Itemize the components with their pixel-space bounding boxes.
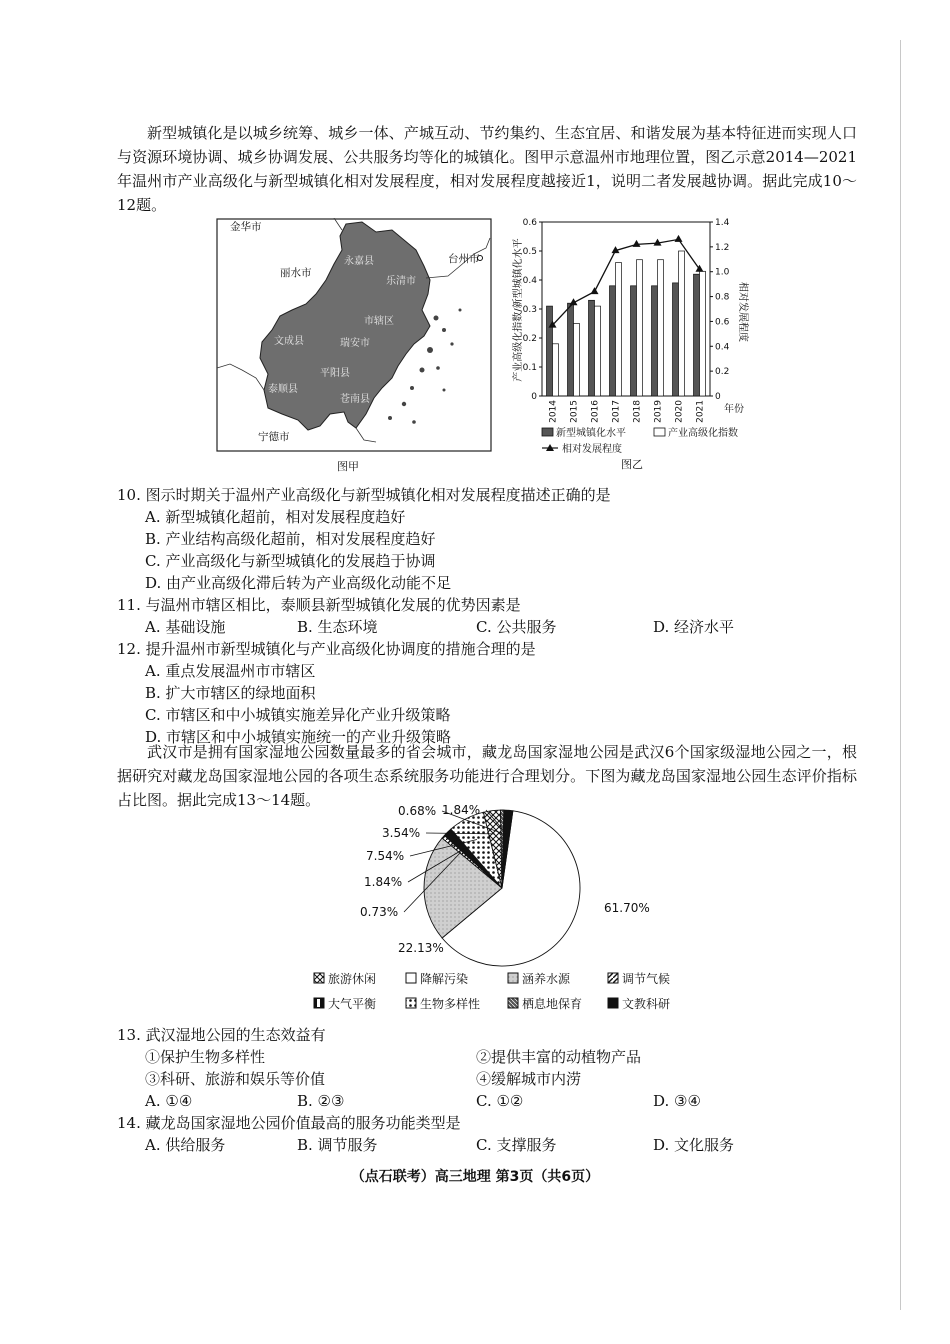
y-right-tick-label: 1.0 [715,267,730,278]
pie-label: 1.84% [442,803,481,817]
legend-water: 涵养水源 [522,972,571,986]
legend-swatch-biodiversity [406,998,416,1008]
label-ruian: 瑞安市 [340,338,370,349]
legend-swatch-education [608,998,618,1008]
x-tick-label: 2015 [569,400,580,423]
q12-option-c[interactable]: C. 市辖区和中小城镇实施差异化产业升级策略 [145,706,451,724]
legend-habitat: 栖息地保育 [522,997,583,1011]
label-yueqing: 乐清市 [386,276,416,287]
q13-option-d[interactable]: D. ③④ [653,1092,701,1110]
bar-industry [616,263,622,396]
pie-label: 1.84% [364,875,403,889]
chart-caption: 图乙 [621,458,643,471]
q13-statement-2: ②提供丰富的动植物产品 [476,1048,642,1066]
bar-urbanization [547,306,553,396]
bar-urbanization [568,303,574,396]
legend-swatch-climate [608,973,618,983]
pie-legend [308,968,708,1016]
pie-label: 7.54% [366,849,405,863]
bar-urbanization [631,286,637,396]
line-point-marker [591,287,599,294]
legend-swatch-pollution [406,973,416,983]
q11-option-a[interactable]: A. 基础设施 [145,618,226,636]
line-point-marker [633,240,641,247]
q10-stem: 10. 图示时期关于温州产业高级化与新型城镇化相对发展程度描述正确的是 [117,486,611,504]
bar-industry [700,271,706,396]
label-wencheng: 文成县 [274,336,304,347]
x-tick-label: 2017 [611,400,622,423]
q14-option-a[interactable]: A. 供给服务 [145,1136,226,1154]
y-right-tick-label: 1.2 [715,242,730,253]
bar-industry [658,260,664,396]
legend-industry: 产业高级化指数 [668,428,738,439]
q13-option-a[interactable]: A. ①④ [145,1092,193,1110]
label-cangnan: 苍南县 [340,394,370,405]
x-tick-label: 2014 [548,400,559,423]
q13-stem: 13. 武汉湿地公园的生态效益有 [117,1026,326,1044]
q12-option-b[interactable]: B. 扩大市辖区的绿地面积 [145,684,316,702]
bar-urbanization [652,286,658,396]
pie-label: 0.73% [360,905,399,919]
pie-label: 61.70% [604,901,650,915]
q12-stem: 12. 提升温州市新型城镇化与产业高级化协调度的措施合理的是 [117,640,536,658]
q10-option-a[interactable]: A. 新型城镇化超前，相对发展程度趋好 [145,508,406,526]
y-right-tick-label: 0.2 [715,367,730,378]
label-taizhou: 台州市 [448,253,480,265]
chart-figure [508,214,776,476]
q11-option-b[interactable]: B. 生态环境 [297,618,378,636]
q14-option-c[interactable]: C. 支撑服务 [476,1136,557,1154]
legend-education: 文教科研 [622,997,671,1011]
page-edge-line [900,40,901,1310]
bar-urbanization [589,300,595,396]
y-left-tick-label: 0.4 [522,276,537,286]
pie-label: 3.54% [382,826,421,840]
q13-statement-3: ③科研、旅游和娱乐等价值 [145,1070,326,1088]
label-lishui: 丽水市 [280,267,312,279]
map-figure [216,218,492,476]
legend-atmosphere: 大气平衡 [328,997,377,1011]
intro-paragraph-2: 武汉市是拥有国家湿地公园数量最多的省会城市，藏龙岛国家湿地公园是武汉6个国家级湿地公园之一，根据研究对藏龙岛国家湿地公园的各项生态系统服务功能进行合理划分。下图为藏龙岛国家湿地公园生态评价指标占比图。据此完成13～14题。 [117,743,857,809]
legend-tourism: 旅游休闲 [328,972,377,986]
pie-label: 22.13% [398,941,444,955]
q13-statement-1: ①保护生物多样性 [145,1048,266,1066]
x-tick-label: 2018 [632,400,643,423]
bar-industry [595,306,601,396]
x-tick-label: 2016 [590,400,601,423]
line-point-marker [675,235,683,242]
q14-option-b[interactable]: B. 调节服务 [297,1136,378,1154]
y-left-tick-label: 0.5 [522,247,537,257]
y-right-tick-label: 0.4 [715,342,730,353]
bar-urbanization [610,286,616,396]
y-left-tick-label: 0 [531,392,537,402]
bar-urbanization [694,274,700,396]
y-left-tick-label: 0.3 [522,305,537,315]
bar-industry [637,260,643,396]
pie-label: 0.68% [398,804,437,818]
q10-option-c[interactable]: C. 产业高级化与新型城镇化的发展趋于协调 [145,552,436,570]
chart-ylabel-right: 相对发展程度 [737,282,748,342]
page-footer: （点石联考）高三地理 第3页（共6页） [350,1169,600,1185]
legend-climate: 调节气候 [622,972,671,986]
legend-pollution: 降解污染 [420,972,469,986]
y-right-tick-label: 0.8 [715,292,730,303]
q13-option-b[interactable]: B. ②③ [297,1092,345,1110]
x-tick-label: 2020 [674,400,685,423]
y-right-tick-label: 0 [715,392,721,402]
bar-urbanization [673,283,679,396]
legend-swatch-water [508,973,518,983]
chart-ylabel-left: 产业高级化指数/新型城镇化水平 [513,238,524,382]
legend-swatch-tourism [314,973,324,983]
y-right-tick-label: 1.4 [715,218,730,228]
q12-option-d[interactable]: D. 市辖区和中小城镇实施统一的产业升级策略 [145,728,452,746]
legend-biodiversity: 生物多样性 [420,997,481,1011]
legend-urbanization: 新型城镇化水平 [556,428,626,439]
label-taishun: 泰顺县 [268,384,298,395]
q12-option-a[interactable]: A. 重点发展温州市市辖区 [145,662,316,680]
label-yongjia: 永嘉县 [344,256,374,267]
legend-swatch-habitat [508,998,518,1008]
intro-paragraph-1: 新型城镇化是以城乡统筹、城乡一体、产城互动、节约集约、生态宜居、和谐发展为基本特征进而实现人口与资源环境协调、城乡协调发展、公共服务均等化的城镇化。图甲示意温州市地理位置，图乙示意2014—2021年温州市产业高级化与新型城镇化相对发展程度，相对发展程度越接近1，说明二者发展越协调。据此完成10～12题。 [117,124,857,214]
y-left-tick-label: 0.2 [522,334,537,344]
label-ningde: 宁德市 [258,431,290,443]
label-jinhua: 金华市 [230,221,262,233]
q13-option-c[interactable]: C. ①② [476,1092,524,1110]
x-tick-label: 2021 [695,400,706,423]
y-left-tick-label: 0.1 [522,363,537,373]
q10-option-b[interactable]: B. 产业结构高级化超前，相对发展程度趋好 [145,530,436,548]
q14-stem: 14. 藏龙岛国家湿地公园价值最高的服务功能类型是 [117,1114,461,1132]
x-tick-label: 2019 [653,400,664,423]
chart-xlabel: 年份 [724,404,744,415]
label-pingyang: 平阳县 [320,368,350,379]
legend-swatch-urbanization [542,428,553,436]
label-shixiaqu: 市辖区 [364,316,394,327]
bar-industry [679,251,685,396]
q11-option-d[interactable]: D. 经济水平 [653,618,735,636]
q11-stem: 11. 与温州市辖区相比，泰顺县新型城镇化发展的优势因素是 [117,596,521,614]
y-right-tick-label: 0.6 [715,317,730,328]
legend-swatch-industry [654,428,665,436]
y-left-tick-label: 0.6 [522,218,537,228]
q11-option-c[interactable]: C. 公共服务 [476,618,557,636]
q14-option-d[interactable]: D. 文化服务 [653,1136,735,1154]
q10-option-d[interactable]: D. 由产业高级化滞后转为产业高级化动能不足 [145,574,452,592]
q13-statement-4: ④缓解城市内涝 [476,1070,582,1088]
bar-industry [553,344,559,396]
map-caption: 图甲 [337,460,359,473]
bar-industry [574,324,580,397]
legend-relative: 相对发展程度 [562,444,622,455]
